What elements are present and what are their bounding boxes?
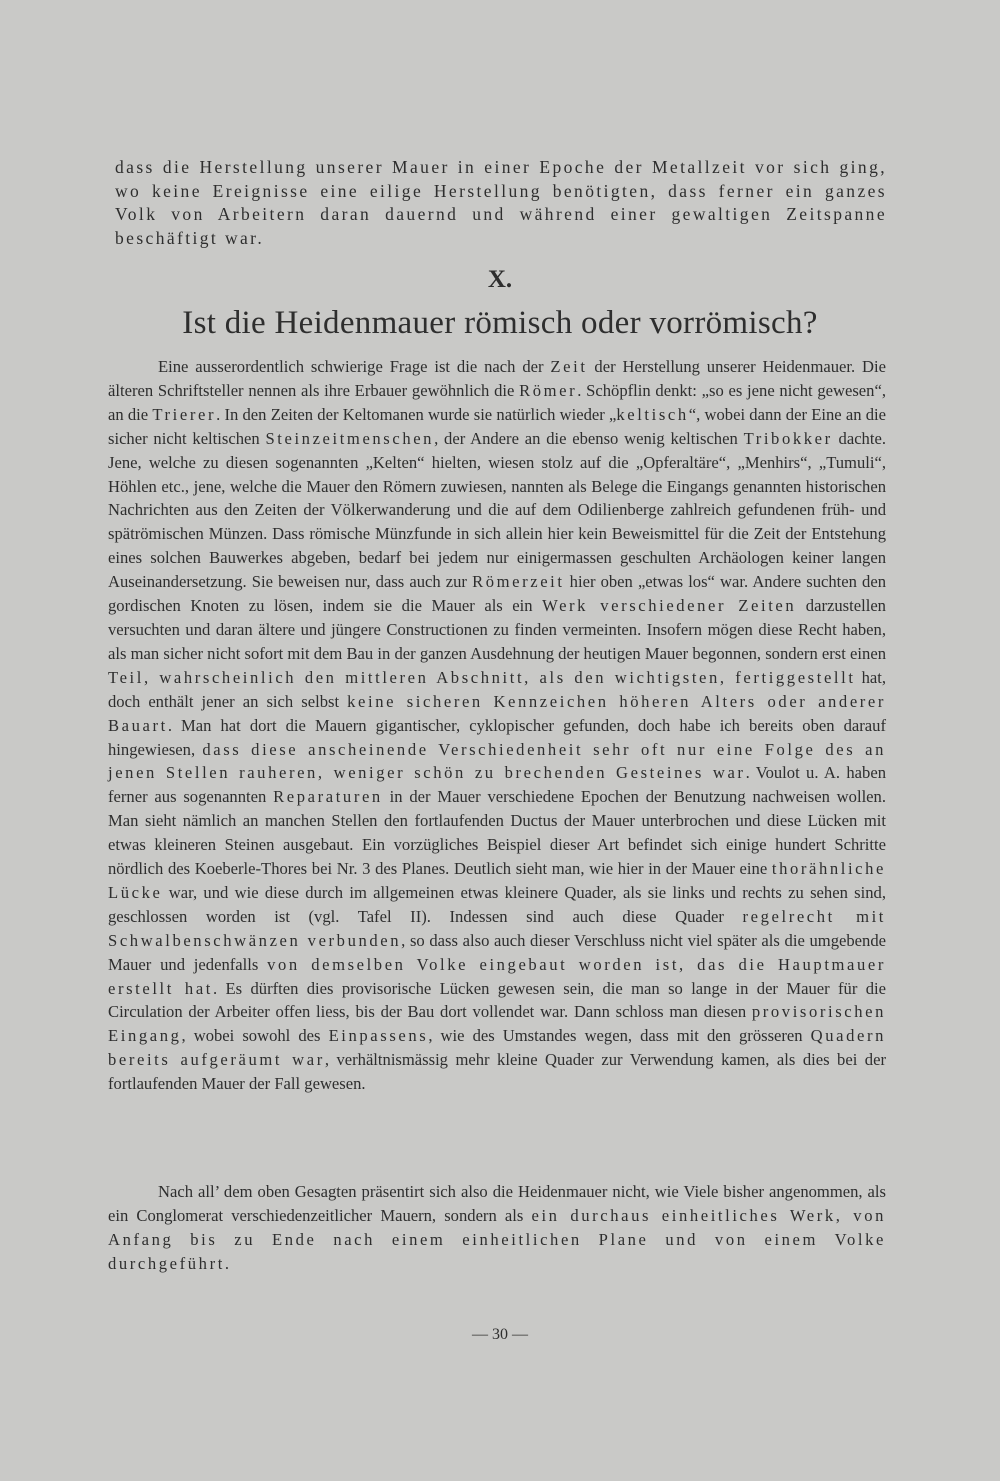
spaced-emphasis: provisorischen Eingang bbox=[108, 1002, 886, 1046]
spaced-emphasis: Tribokker bbox=[743, 428, 833, 448]
spaced-emphasis: keltisch bbox=[616, 404, 689, 424]
spaced-emphasis: thorähnliche Lücke bbox=[108, 859, 886, 902]
text-run: “, wobei dann der Eine an die sicher nicht keltischen bbox=[108, 404, 887, 448]
text-run: in der Mauer verschiedene Epochen der Benutzung nachweisen wollen. Man sieht nämlich an manchen Stellen den fortlaufenden Ductus der Mauer unterbrochen und diese Lücken mit etwas kleineren Steinen ausgebaut. Ein vorzügliches Beispiel dieser Art befindet sich einige hundert Schritte nördlich des Koeberle-Thores bei Nr. 3 des Planes. Deutlich sieht man, wie hier in der Mauer eine bbox=[108, 787, 886, 879]
section-title: Ist die Heidenmauer römisch oder vorrömisch? bbox=[182, 305, 818, 341]
spaced-emphasis: Reparaturen bbox=[273, 787, 383, 807]
spaced-emphasis: Teil, wahrscheinlich den mittleren Abschnitt, als den wichtigsten, fertiggestellt bbox=[108, 667, 856, 687]
text-run: Eine ausserordentlich schwierige Frage ist die nach der bbox=[158, 357, 551, 376]
text-run: , der Andere an die ebenso wenig keltischen bbox=[434, 428, 744, 448]
text-run: . Voulot u. A. haben ferner aus sogenannten bbox=[108, 763, 886, 807]
text-run: . Schöpflin denkt: „so es jene nicht gewesen“, an die bbox=[108, 380, 886, 424]
text-run: , wie des Umstandes wegen, dass mit den grösseren bbox=[428, 1026, 811, 1046]
text-run: . In den Zeiten der Keltomanen wurde sie natürlich wieder „ bbox=[216, 404, 617, 424]
spaced-emphasis: ein durchaus einheitliches Werk, von Anfang bis zu Ende nach einem einheitlichen Plane und von einem Volke durchgeführt bbox=[108, 1205, 886, 1273]
text-run: hier oben „etwas los“ war. Andere suchten den gordischen Knoten zu lösen, indem sie die Mauer als ein bbox=[108, 572, 887, 616]
body-paragraph-1 bbox=[108, 355, 886, 1096]
text-run: , so dass also auch dieser Verschluss nicht viel später als die umgebende Mauer und jedenfalls bbox=[108, 930, 886, 974]
spaced-emphasis: Einpassens bbox=[328, 1026, 429, 1046]
spaced-emphasis: Zeit bbox=[550, 357, 588, 376]
spaced-emphasis: Werk verschiedener Zeiten bbox=[542, 596, 797, 616]
spaced-emphasis: regelrecht mit Schwalbenschwänzen verbunden bbox=[108, 906, 886, 950]
text-run: . Man hat dort die Mauern gigantischer, cyklopischer gefunden, doch habe ich bereits oben darauf hingewiesen, bbox=[108, 715, 886, 759]
body-paragraph-2 bbox=[108, 1180, 886, 1276]
text-run: , wobei sowohl des bbox=[181, 1026, 329, 1046]
spaced-emphasis: Steinzeitmenschen bbox=[265, 428, 435, 448]
spaced-emphasis: Quadern bereits aufgeräumt war bbox=[108, 1026, 886, 1070]
spaced-emphasis: dass diese anscheinende Verschiedenheit sehr oft nur eine Folge des an jenen Stellen rauheren, weniger schön zu brechenden Gesteines war bbox=[108, 739, 886, 783]
text-run: . Es dürften dies provisorische Lücken gewesen sein, die man so lange in der Mauer für die Circulation der Arbeiter offen liess, bis der Bau dort vollendet war. Dann schloss man diesen bbox=[108, 978, 886, 1022]
text-run: darzustellen versuchten und daran ältere und jüngere Constructionen zu finden vermeinten. Insofern mögen diese Recht haben, als man sicher nicht sofort mit dem Bau in der ganzen Ausdehnung der heutigen Mauer begonnen, sondern erst einen bbox=[108, 596, 886, 663]
text-run: Nach all’ dem oben Gesagten präsentirt sich also die Heidenmauer nicht, wie Viele bisher angenommen, als ein Conglomerat verschiedenzeitlicher Mauern, sondern als bbox=[108, 1182, 886, 1225]
section-number: X. bbox=[487, 266, 513, 293]
spaced-emphasis: Römerzeit bbox=[472, 572, 565, 592]
text-run: hat, doch enthält jener an sich selbst bbox=[108, 667, 886, 711]
spaced-emphasis: von demselben Volke eingebaut worden ist, das die Hauptmauer erstellt hat bbox=[108, 954, 886, 998]
text-run: der Herstellung unserer Heidenmauer. Die älteren Schriftsteller nennen als ihre Erbauer gewöhnlich die bbox=[108, 357, 886, 400]
text-run: . bbox=[224, 1253, 230, 1273]
page-number: — 30 — bbox=[472, 1326, 528, 1343]
text-run: dachte. Jene, welche zu diesen sogenannten „Kelten“ hielten, wiesen stolz auf die „Opferaltäre“, „Menhirs“, „Tumuli“, Höhlen etc., jene, welche die Mauer den Römern zuwiesen, nannten als Belege die Eingangs genannten historischen Nachrichten aus den Zeiten der Völkerwanderung und die auf dem Odilienberge zahlreich gefundenen früh- und spätrömischen Münzen. Dass römische Münzfunde in sich allein hier kein Beweismittel für die Zeit der Entstehung eines solchen Bauwerkes abgeben, bedarf bei jedem nur einigermassen geschulten Archäologen keiner langen Auseinandersetzung. Sie beweisen nur, dass auch zur bbox=[108, 428, 886, 592]
spaced-emphasis: keine sicheren Kennzeichen höheren Alters oder anderer Bauart bbox=[108, 691, 887, 735]
intro-paragraph: dass die Herstellung unserer Mauer in einer Epoche der Metallzeit vor sich ging, wo keine Ereignisse eine eilige Herstellung benötigten, dass ferner ein ganzes Volk von Arbeitern daran dauernd und während einer gewaltigen Zeitspanne beschäftigt war. bbox=[115, 157, 887, 248]
spaced-emphasis: Römer bbox=[519, 380, 578, 400]
spaced-emphasis: Trierer bbox=[152, 404, 217, 424]
text-run: , verhältnismässig mehr kleine Quader zur Verwendung kamen, als dies bei der fortlaufenden Mauer der Fall gewesen. bbox=[108, 1050, 886, 1094]
text-run: war, und wie diese durch im allgemeinen etwas kleinere Quader, als sie links und rechts zu sehen sind, geschlossen worden ist (vgl. Tafel II). Indessen sind auch diese Quader bbox=[108, 882, 886, 926]
